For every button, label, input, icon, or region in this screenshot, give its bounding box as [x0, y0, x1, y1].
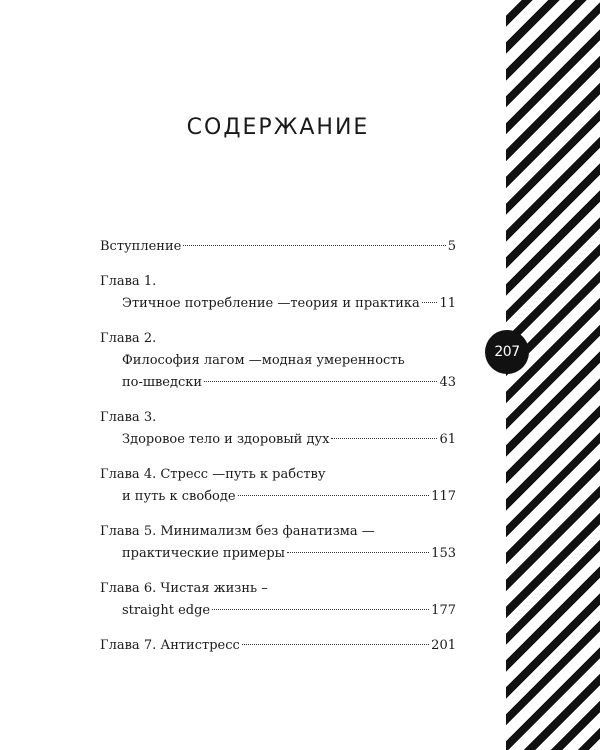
- toc-entry-chapter-7[interactable]: [100, 635, 456, 657]
- dot-leader: [422, 302, 438, 303]
- toc-entry-intro[interactable]: [100, 236, 456, 258]
- entry-title-cont: практические примеры: [122, 546, 286, 561]
- chapter-label: Глава 3.: [100, 410, 157, 425]
- striped-margin: [506, 0, 600, 750]
- page-title: СОДЕРЖАНИЕ: [186, 115, 370, 140]
- entry-title: Философия лагом —модная умеренность: [122, 353, 405, 368]
- entry-title: Этичное потребление —теория и практика: [122, 296, 420, 311]
- entry-title: Глава 4. Стресс —путь к рабству: [100, 467, 326, 482]
- entry-page: 117: [431, 489, 456, 504]
- dot-leader: [331, 438, 437, 439]
- toc-entry-chapter-5[interactable]: [100, 521, 456, 565]
- toc-entry-chapter-4[interactable]: [100, 464, 456, 508]
- entry-title: Глава 7. Антистресс: [100, 638, 240, 653]
- entry-page: 201: [431, 638, 456, 653]
- entry-page: 43: [439, 375, 456, 390]
- entry-page: 153: [431, 546, 456, 561]
- chapter-label: Глава 2.: [100, 331, 157, 346]
- entry-title: Глава 5. Минимализм без фанатизма —: [100, 524, 375, 539]
- entry-title-cont: straight edge: [122, 603, 211, 618]
- entry-title: Глава 6. Чистая жизнь –: [100, 581, 268, 596]
- entry-page: 11: [439, 296, 456, 311]
- dot-leader: [204, 381, 437, 382]
- page-number-badge: 207: [485, 330, 529, 374]
- toc-entry-chapter-3[interactable]: [100, 407, 456, 451]
- entry-title-cont: по-шведски: [122, 375, 203, 390]
- entry-page: 177: [431, 603, 456, 618]
- table-of-contents: [100, 236, 456, 657]
- entry-title: Здоровое тело и здоровый дух: [122, 432, 330, 447]
- chapter-label: Глава 1.: [100, 274, 157, 289]
- entry-page: 61: [439, 432, 456, 447]
- entry-title-cont: и путь к свободе: [122, 489, 236, 504]
- entry-title: Вступление: [100, 239, 182, 254]
- entry-page: 5: [447, 239, 456, 254]
- toc-entry-chapter-1[interactable]: [100, 271, 456, 315]
- dot-leader: [212, 609, 429, 610]
- dot-leader: [183, 245, 445, 246]
- toc-entry-chapter-2[interactable]: [100, 328, 456, 394]
- dot-leader: [242, 644, 429, 645]
- dot-leader: [238, 495, 430, 496]
- toc-entry-chapter-6[interactable]: [100, 578, 456, 622]
- dot-leader: [287, 552, 429, 553]
